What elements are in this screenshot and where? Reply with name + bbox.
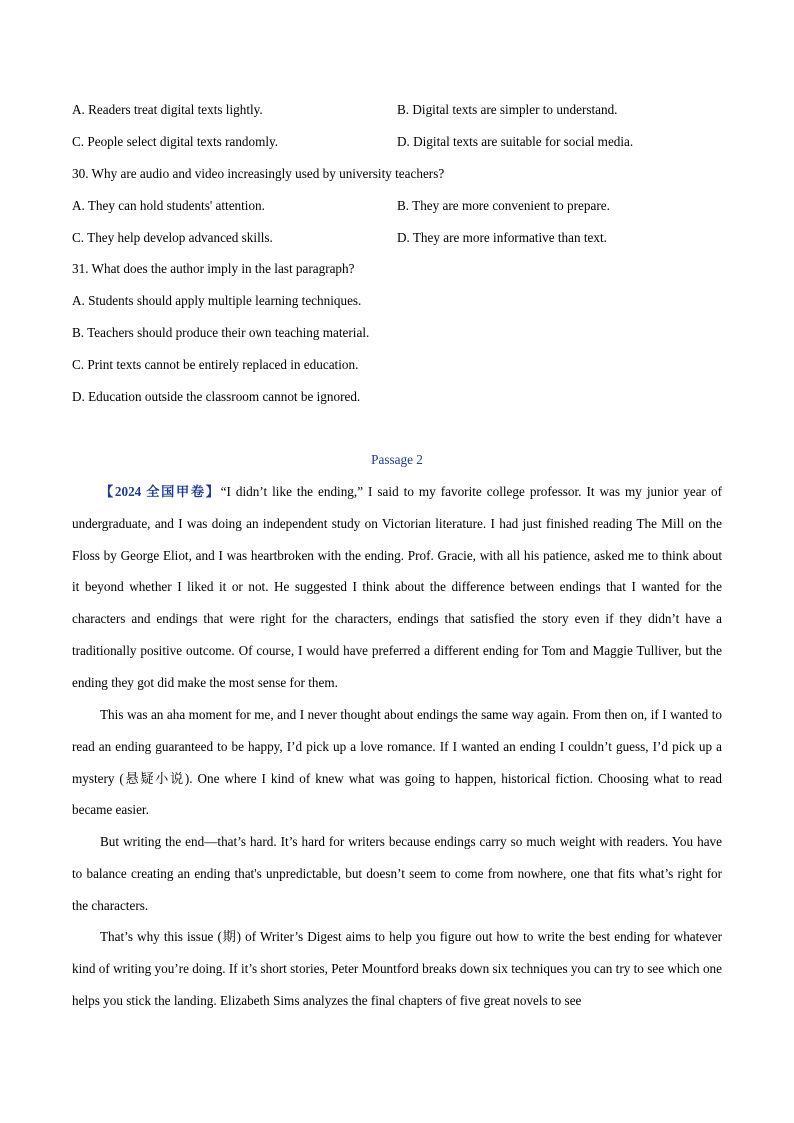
passage-paragraph-2: This was an aha moment for me, and I never thought about endings the same way again. From then on, if I wanted to read an ending guaranteed to be happy, I’d pick up a love romance. If I wanted an ending I couldn’t guess, I’d pick up a mystery (悬疑小说). One where I kind of knew what was going to happen, historical fiction. Choosing what to read became easier. [72, 707, 722, 818]
q30-option-d: D. They are more informative than text. [397, 230, 607, 245]
passage-paragraph-4: That’s why this issue (期) of Writer’s Digest aims to help you figure out how to write the best ending for whatever kind of writing you’re doing. If it’s short stories, Peter Mountford breaks down six techniques you can try to see which one helps you stick the landing. Elizabeth Sims analyzes the final chapters of five great novels to see [72, 929, 722, 1008]
passage-paragraph-1 [72, 476, 722, 699]
q30-option-b: B. They are more convenient to prepare. [397, 198, 610, 213]
q31-option-d: D. Education outside the classroom cannot be ignored. [72, 389, 361, 404]
q31-option-a: A. Students should apply multiple learning techniques. [72, 293, 362, 308]
q29-option-c: C. People select digital texts randomly. [72, 134, 279, 149]
passage-paragraph-3: But writing the end—that’s hard. It’s hard for writers because endings carry so much weight with readers. You have to balance creating an ending that's unpredictable, but doesn’t seem to come from nowhere, one that fits what’s right for the characters. [72, 834, 722, 913]
q29-option-d: D. Digital texts are suitable for social media. [397, 134, 634, 149]
q30-option-a: A. They can hold students' attention. [72, 198, 265, 213]
q31-option-b: B. Teachers should produce their own teaching material. [72, 325, 370, 340]
paragraph-1-text: “I didn’t like the ending,” I said to my favorite college professor. It was my junior year of undergraduate, and I was doing an independent study on Victorian literature. I had just finished reading The Mill on the Floss by George Eliot, and I was heartbroken with the ending. Prof. Gracie, with all his patience, asked me to think about it beyond whether I liked it or not. He suggested I think about the difference between endings that I wanted for the characters and endings that were right for the characters, endings that satisfied the story even if they didn’t have a traditionally positive outcome. Of course, I would have preferred a different ending for Tom and Maggie Tulliver, but the ending they got did make the most sense for them. [72, 484, 722, 690]
q29-option-a: A. Readers treat digital texts lightly. [72, 102, 263, 117]
q29-option-b: B. Digital texts are simpler to understand. [397, 102, 618, 117]
exam-source-tag: 【2024 全国甲卷】 [100, 484, 221, 499]
passage-title: Passage 2 [371, 452, 423, 467]
q30-question: 30. Why are audio and video increasingly used by university teachers? [72, 166, 445, 181]
q30-option-c: C. They help develop advanced skills. [72, 230, 273, 245]
q31-question: 31. What does the author imply in the last paragraph? [72, 261, 355, 276]
q31-option-c: C. Print texts cannot be entirely replaced in education. [72, 357, 359, 372]
